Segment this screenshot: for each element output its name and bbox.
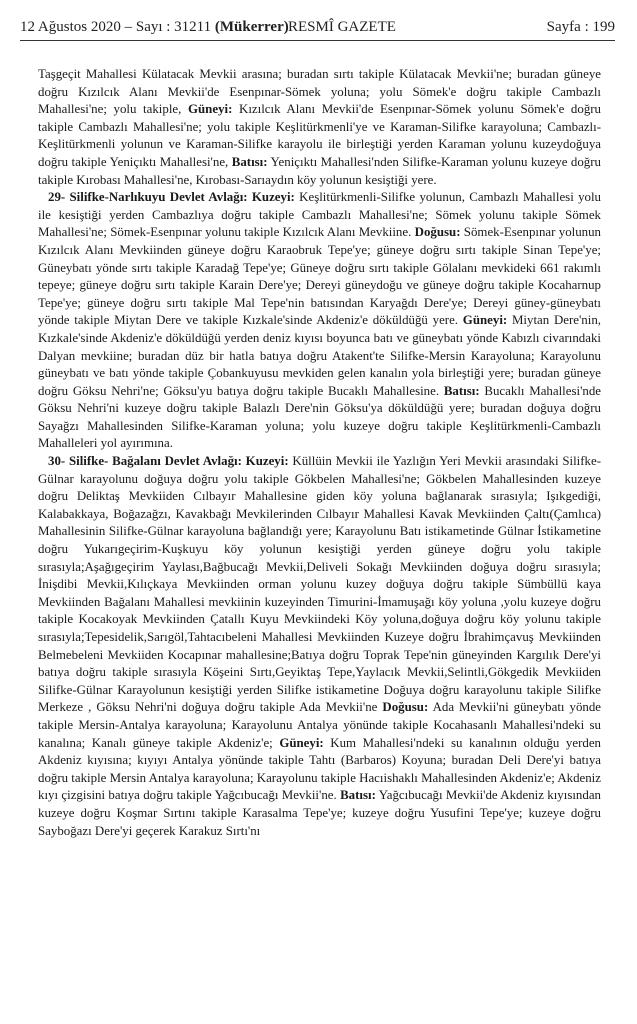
text-run: Küllüin Mevkii ile Yazlığın Yeri Mevkii arasındaki Silifke-Gülnar karayolunu doğuya doğru yolu takiple Gökbelen Mahallesi'ne; Gökbelen Mahallesinden kuzeye doğru Deliktaş Mevkiiden Cılbayır Mahallesine giden köy yoluna bağlanarak sırasıyla; Işıkgediği, Kalabakkaya, Boğazağzı, Kavakbağı Mevkilerinden Cılbayır Mahallesi Kavak Mevkiinden Çaltı(Çamlıca) Mahallesinin Silifke-Gülnar karayoluna bağlandığı yere; Karayolunu Batı istikametinde Gülnar İstikametine doğru Yukarıgeçirim-Kuşkuyu köy yolunun kesiştiği yerden güneye doğru yolu takiple sırasıyla;Aşağıgeçirim Yaylası,Bağbucağı Mevkii,Deliveli Sokağı Mevkiinden doğuya doğru sırasıyla; İnişdibi Mevkii,Kılıçkaya Mevkiinden orman yolunu kuzey doğuya doğru takiple Sümbüllü kaya Mevkiinden Bağalanı Mahallesi mevkiinin kuzeyinden Timurini-İmamuşağı köy yoluna ,yolu kuzeye doğru takiple Kocakoyak Mevkiinden Çatallı Kuyu Mevkiindeki Köy yoluna,doğuya doğru köy yolunu takiple sırasıyla;Tepesidelik,Sarıgöl,Tahtacıbeleni Mahallesi Mevkiinden Kuzeye doğru İbrahimçavuş Mevkiinden Belmebeleni Mevkiiden Kocapınar mahallesine;Batıya doğru Toprak Tepe'nin güneyinden Kargılık Dere'yi batıya doğru takiple sırasıyla Köşeini Sırtı,Geyiktaş Tepe,Yaylacık Mevkii,Selintli,Gökgedik Mevkiiden Silifke-Gülnar Karayolunun kesiştiği yerden Silifke istikametine Doğuya doğru karayolunu takiple Silifke Merkeze , Göksu Nehri'ni doğuya doğru takiple Ada Mevkii'ne (38, 454, 601, 715)
header-gazette-title: RESMÎ GAZETE (288, 19, 396, 35)
text-run: Ada Mevkii'ni güneybatı yönde takiple Mersin-Antalya karayoluna; Karayolunu Antalya yönünde takiple Kocahasanlı Mahallesi'ndeki su kanalına; Kanalı güneye takiple Akdeniz'e; (38, 700, 602, 750)
text-run: Yağcıbucağı Mevkii'de Akdeniz kıyısından kuzeye doğru Koşmar Sırtını takiple Karasalma Tepe'ye; kuzeye doğru Yusufini Tepe'ye; kuzeye doğru Sayboğazı Dere'yi geçerek Karakuz Sırtı'nı (38, 788, 601, 838)
bold-run: 30- Silifke- Bağalanı Devlet Avlağı: (48, 454, 242, 469)
bold-run: 29- Silifke-Narlıkuyu Devlet Avlağı: (48, 190, 248, 205)
paragraph (38, 189, 601, 453)
paragraph (38, 453, 601, 840)
document-body (38, 66, 601, 840)
bold-run: Batısı: (340, 788, 376, 803)
bold-run: Kuzeyi: (245, 454, 289, 469)
text-run: Kızılcık Alanı Mevkii'de Esenpınar-Sömek yolunu Sömek'e doğru takiple Cambazlı Mahallesi'ne; yolu takiple Keşlitürkmenli'ye ve Karaman-Silifke karayoluna; Cambazlı-Keşlitürkmenli yolunun ve Karaman-Silifke karayolu ile birleştiği yerden Karaman yolunu kuzeydoğuya doğru takiple Yeniçıktı Mahallesi'ne, (38, 102, 602, 169)
bold-run: Batısı: (443, 383, 480, 398)
page-header (20, 10, 615, 41)
header-mukerrer: (Mükerrer) (214, 19, 289, 35)
text-run: Miytan Dere'nin, Kızkale'sinde Akdeniz'e döküldüğü yerden deniz kıyısı boyunca batı ve güneybatı yönde Kabızlı civarındaki Dalyan mevkiine; buradan düz bir hatla batıya doğru Atakent'te Silifke-Mersin Karayoluna; Karayolunu güneybatı ve batı yönde takiple Çobankuyusu mevkiden gelen kanalın yola birleştiği yere; buradan güneye doğru Göksu Nehri'ne; Göksu'yu batıya doğru takiple Bucaklı Mahallesine. (38, 313, 602, 398)
text-run: Taşgeçit Mahallesi Külatacak Mevkii arasına; buradan sırtı takiple Külatacak Mevkii'ne; buradan güneye doğru Kızılcık Alanı Mevkii'de Esenpınar-Sömek yoluna; yolu Sömek'e doğru takiple Cambazlı Mahallesi'ne; yolu takiple, (38, 67, 601, 117)
bold-run: Kuzeyi: (251, 190, 295, 205)
bold-run: Doğusu: (382, 700, 429, 715)
paragraph (38, 66, 601, 189)
text-run: Keşlitürkmenli-Silifke yolunun, Cambazlı Mahallesi yolu ile kesiştiği yerden Cambazlıya doğru takiple Cambazlı Mahallesi'ne; Sömek yolunu takiple Sömek Mahallesi'ne; Sömek-Esenpınar yolunu takiple Kızılcık Alanı Mevkiine. (38, 190, 601, 240)
header-page-number: Sayfa : 199 (546, 19, 615, 35)
header-date-issue: 12 Ağustos 2020 – Sayı : 31211 (Mükerrer) (20, 19, 289, 35)
bold-run: Doğusu: (414, 225, 461, 240)
bold-run: Güneyi: (187, 102, 233, 117)
bold-run: Batısı: (231, 154, 268, 169)
bold-run: Güneyi: (279, 735, 324, 750)
text-run: Yeniçıktı Mahallesi'nden Silifke-Karaman yolunu kuzeye doğru takiple Kırobası Mahallesi'ne, Kırobası-Sarıaydın köy yolunun kesiştiği yere. (38, 154, 601, 187)
bold-run: Güneyi: (462, 313, 508, 328)
text-run: Sömek-Esenpınar yolunun Kızılcık Alanı Mevkiinden güneye doğru Karaobruk Tepe'ye; güneye doğru sırtı takiple Sinan Tepe'ye; Güneybatı yönde sırtı takiple Karadağ Tepe'ye; Güneye doğru sırtı takiple Gölalanı mevkideki 661 rakımlı tepeye; güneye doğru sırtı takiple Karain Dere'ye; Dereyi güneydoğu ve güneye doğru takiple Kocaharnup Tepe'ye; güneye doğru sırtı takiple Mal Tepe'nin batısından Karyağdı Dere'ye; Dereyi güney-güneybatı yönde takiple Miytan Dere ve takiple Kızkale'sinde Akdeniz'e döküldüğü yere. (38, 225, 602, 328)
text-run: Bucaklı Mahallesi'nde Göksu Nehri'ni kuzeye doğru takiple Balazlı Dere'nin Göksu'ya döküldüğü yere; buradan doğuya doğru Sayağzı Mahallesinden Silifke-Karaman yoluna; yolu kuzeye doğru takiple Keşlitürkmenli-Cambazlı Mahalleleri yol ayırımına. (38, 383, 602, 451)
text-run: Kum Mahallesi'ndeki su kanalının olduğu yerden Akdeniz kıyısına; kıyıyı Antalya yönünde takiple Tahtı (Barbaros) Koyuna; buradan Deli Dere'yi batıya doğru takiple Mersin Antalya karayoluna; Karayolunu takiple Hacıishaklı Mahallesinden Akdeniz'e; Akdeniz kıyı çizgisini batıya doğru takiple Yağcıbucağı Mevkii'ne. (38, 735, 601, 803)
